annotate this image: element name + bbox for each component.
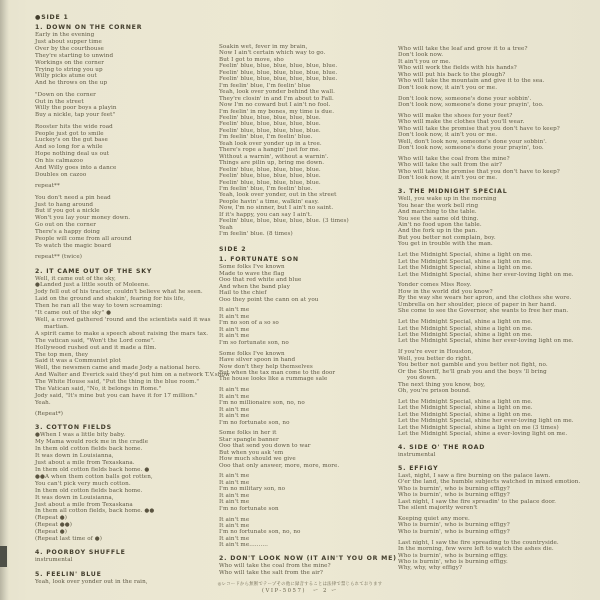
lyric-line: It ain't me (219, 523, 250, 530)
lyric-line: martian. (44, 323, 69, 330)
lyric-line: It ain't me (219, 413, 250, 420)
lyric-line: It ain't me (219, 492, 250, 499)
lyric-line: Feelin' blue, blue, blue, blue, blue, blue. (219, 63, 338, 70)
lyric-line: I'm no son of a so so (219, 320, 279, 327)
stanza-gap (398, 458, 590, 462)
lyric-line: There's rope a hangin' just for me. (219, 147, 321, 154)
lyric-line: Let the Midnight Special, shine a light on me. (398, 252, 533, 259)
lyric-line: Don't look now, it ain't you or me. (398, 175, 498, 182)
stanza-gap (398, 438, 590, 442)
lyric-line: Hope nothing deal us out (35, 151, 110, 158)
lyric-line: It ain't me (219, 307, 250, 314)
repeat-note: (Repeat*) (35, 411, 64, 418)
lyric-line: Now, I'm no sinner, but I ain't no saint. (219, 205, 334, 212)
song-title: 5. FEELIN' BLUE (35, 570, 102, 578)
lyric-line: In them old cotton fields back home. (35, 446, 143, 453)
footer (0, 582, 600, 595)
lyric-line: It ain't me (219, 516, 250, 523)
copyright-notice: ◎レコードから無断でテープその他に録音することは法律で禁じられております (217, 582, 383, 587)
lyric-line: It ain't me (219, 333, 250, 340)
repeat-note: (Repeat last time of ●) (35, 536, 102, 543)
lyric-line: Or the Sheriff, he'll grab you and the boys 'll bring (398, 368, 547, 375)
lyric-line: Ooo that only answer, more, more, more. (219, 462, 340, 469)
lyric-line: Just to hang around (35, 201, 94, 208)
lyric-line: It ain't me.......... (219, 542, 269, 549)
song-title: 3. COTTON FIELDS (35, 424, 112, 432)
lyric-line: ●When I was a little bity baby. (35, 432, 126, 439)
side-heading: SIDE 2 (219, 246, 247, 254)
lyric-line: If it's happy, you can say I ain't. (219, 211, 313, 218)
lyric-line: Who will take the coal from the mine? (219, 563, 331, 570)
lyric-line: Well, you better do right. (398, 355, 472, 362)
lyric-line: Jody fell out of his tractor, couldn't believe what he seen. (35, 289, 203, 296)
lyric-line: Keeping quiet any more. (398, 515, 470, 522)
lyric-line: Let the Midnight Special, shine a light on me. (398, 265, 533, 272)
song-title: 1. DOWN ON THE CORNER (35, 24, 143, 31)
lyric-line: Feelin' blue, blue, blue, blue, blue. (219, 173, 321, 180)
scan-edge-shadow (0, 0, 9, 600)
lyric-line: Go out on the corner (35, 222, 97, 229)
lyric-line: Who will take the salt from the air? (398, 162, 502, 169)
lyric-line: You can't pick very much cotton. (35, 480, 131, 487)
lyric-line: Who will take the leaf and grow it to a tree? (398, 46, 528, 52)
lyric-line: Who will take the coal from the mine? (398, 155, 510, 162)
lyric-line: Don't look now, someone's done your sobbin'. (398, 95, 532, 102)
lyric-line: Ain't no food upon the table. (398, 221, 482, 228)
lyric-line: But if you got a nickle (35, 208, 100, 215)
lyric-line: In them all cotton fields, back home. ●● (35, 508, 155, 515)
lyric-line: Feelin' blue, blue, blue, blue, blue. (219, 127, 321, 134)
lyric-line: Some folks I've known (219, 264, 285, 271)
lyric-line: If you're ever in Houston, (398, 349, 474, 356)
repeat-note: (Repeat ●●) (35, 522, 73, 529)
lyric-line: And so long for a while (35, 144, 103, 151)
lyric-line: Yeah, look over yonder, out in the street (219, 192, 337, 199)
lyric-line: And the fork up in the pan. (398, 228, 478, 235)
song-title: 3. THE MIDNIGHT SPECIAL (398, 188, 508, 196)
lyric-line: Out in the street (35, 98, 84, 105)
lyric-line: But I got to move, sho (219, 56, 284, 63)
lyric-line: Willy picks atune out (35, 73, 97, 80)
lyric-line: Don't look now, someone's done your prayin', too. (398, 102, 544, 109)
lyric-line: Well, you wake up in the morning (398, 196, 497, 203)
repeat-note: (Repeat ●) (35, 515, 68, 522)
lyric-line: To watch the magic board (35, 242, 112, 249)
lyric-line: Said it was a Communist plot (35, 358, 121, 365)
lyric-line: It ain't me (219, 535, 250, 542)
lyric-line: You better not gamble and you better not fight, no. (398, 362, 548, 369)
lyric-line: It ain't me (219, 479, 250, 486)
lyric-line: Have silver spoon in hand (219, 357, 296, 364)
lyric-line: Some folks in her it (219, 430, 277, 437)
stanza-gap (398, 182, 590, 186)
lyric-line: It ain't me (219, 393, 250, 400)
lyric-line: People will come from all around (35, 236, 132, 243)
lyric-line: It ain't me (219, 326, 250, 333)
lyric-line: But you better not complain, boy. (398, 234, 496, 241)
lyric-line: Trying to string you up (35, 66, 103, 73)
catalog-number: (VIP-5057) ー 2 ー (261, 588, 339, 594)
lyric-line: you down. (407, 375, 437, 382)
lyric-line: I'm feelin' in my bones, my time is due. (219, 108, 335, 115)
lyric-line: Who will take the mountain and give it to the sea. (398, 78, 545, 85)
lyric-line: In them old cotton fields back home. (35, 487, 143, 494)
lyric-line: Just about a mile from Texaskana. (35, 460, 135, 467)
lyric-line: Well, it came out of the sky, (35, 275, 116, 282)
lyric-line: Let the Midnight Special, shine a light on me. (398, 331, 533, 338)
scan-edge-mark (0, 546, 7, 567)
lyric-line: O'er the land, the humble subjects watched in mixed emotion. (398, 479, 581, 486)
lyric-line: Oh, you're prison bound. (398, 387, 471, 394)
lyric-line: Last, night, I saw a fire burning on the palace lawn. (398, 472, 551, 479)
lyric-line: Who will work the fields with his hands? (398, 65, 517, 72)
lyric-line: The next thing you know, boy, (398, 381, 486, 388)
lyric-line: Feelin' blue, blue, blue, blue, blue. (219, 179, 321, 186)
lyric-line: People just got to smile (35, 130, 104, 137)
repeat-note: repeat** (twice) (35, 254, 83, 261)
lyric-line: They're closin' in and I'm about to Fall. (219, 95, 334, 102)
lyric-line: Who will make the clothes that you'll wear. (398, 119, 525, 126)
lyric-line: Who is burnin', who is burning effigy? (398, 492, 510, 499)
lyric-line: A spirit came to make a speech about raising the mars tax. (35, 330, 209, 337)
lyric-line: Let the Midnight Special, shine a light on me. (398, 398, 533, 405)
lyric-line: In them old cotton fields back home. ● (35, 466, 150, 473)
lyric-line: Last night, I saw the fire spreading to the countryside. (398, 539, 559, 546)
lyric-line: I'm no millionaire son, no, no (219, 400, 305, 407)
lyric-line: ●●A when them cotton balls got rotten, (35, 473, 153, 480)
lyric-line: Who will put his back to the plough? (398, 71, 506, 78)
lyric-line: How much should we give (219, 456, 296, 463)
lyric-line: Let the Midnight Special, shine her ever-loving light on me. (398, 418, 574, 425)
lyric-line: Workings on the corner (35, 59, 105, 66)
lyric-line: Well, a crowd gathered 'round and the scientists said it was (35, 316, 211, 323)
lyric-line: Hail to the chief (219, 290, 267, 297)
song-title: 1. FORTUNATE SON (219, 256, 299, 264)
lyric-line: Just about supper time (35, 38, 102, 45)
lyric-line: Doubles on cazoo (35, 172, 87, 178)
lyric-line: It ain't me (219, 499, 250, 506)
lyric-line: Yeah, look over yonder behind the wall. (219, 89, 336, 96)
lyric-line: Feelin' blue, blue, blue, blue, blue, blue. (219, 69, 338, 76)
lyric-line: Feelin' blue, blue, blue, blue, blue, blue. (219, 76, 338, 83)
lyric-line: Let the Midnight Special, shine a ever-loving light on me. (398, 431, 568, 438)
lyric-line: Rooster hits the wide road (35, 123, 113, 130)
lyric-line: I'm feelin' blue. (8 times) (219, 231, 293, 238)
lyric-line: Over by the courthouse (35, 45, 104, 52)
lyric-line: Last night, I saw the fire spreadin' to the palace door. (398, 498, 557, 505)
lyric-line: In the morning, few were left to watch the ashes die. (398, 546, 554, 553)
lyric-line: Buy a nickle, tap your feet" (35, 112, 116, 119)
lyric-line: "It came out of the sky" ● (35, 310, 112, 317)
lyric-line: "Down on the corner (35, 91, 96, 98)
lyric-line: Now don't they help themselves (219, 363, 313, 370)
lyric-line: Yeah (219, 224, 233, 231)
lyric-line: Feelin' blue, blue, blue, blue, blue. (3 times) (219, 218, 349, 225)
song-title: 4. SIDE O' THE ROAD (398, 443, 486, 451)
lyric-line: But when you ask 'em (219, 449, 284, 456)
lyric-line: Yeah look over yonder up in a tree. (219, 140, 322, 147)
lyric-line: Umbrella on her shoulder, piece of paper in her hand. (398, 301, 557, 308)
lyric-line: Well, the newsmen came and made Jody a national hero. (35, 365, 201, 372)
lyric-line: Don't look now. (398, 52, 444, 59)
lyrics-column-3 (398, 46, 590, 572)
lyric-line: Don't look now, it ain't you or me. (398, 132, 498, 139)
lyric-line: Let the Midnight Special, shine her ever-loving light on me. (398, 338, 574, 345)
lyric-line: I'm no fortunate son (219, 505, 279, 512)
lyric-line: Who is burnin', who is burning effigy. (398, 552, 508, 559)
lyric-line: Who will take the salt from the air? (219, 569, 323, 576)
lyric-line: My Mama would rock me in the cradle (35, 439, 149, 446)
lyric-line: Let the Midnight Special, shine a light on me. (398, 319, 533, 326)
lyric-line: It ain't you or me. (398, 58, 451, 65)
lyric-line: Let the Midnight Special, shine a light on me. (398, 411, 533, 418)
lyric-line: Who will make the shoes for your feet? (398, 112, 513, 119)
lyric-line: You get in trouble with the man. (398, 241, 493, 248)
lyric-line: You don't need a pin head (35, 194, 111, 201)
lyric-line: Why, why, why effigy? (398, 565, 463, 572)
lyric-line: Things are pilin up, bring me down. (219, 160, 325, 167)
lyric-line: I'm so fortunate son, no (219, 339, 289, 346)
lyric-line: Who is burnin', who is burning effigy. (398, 558, 508, 565)
lyric-line: It was down in Louisianna, (35, 494, 114, 501)
song-title: 2. DON'T LOOK NOW (IT AIN'T YOU OR ME) (219, 555, 397, 563)
lyric-line: You see the same old thing. (398, 215, 479, 222)
lyric-line: Who will take the promise that you don't have to keep? (398, 168, 560, 175)
stanza-gap (35, 564, 215, 568)
lyric-line: I'm feelin' blue, I'm feelin' blue. (219, 134, 313, 141)
lyric-line: Who is burnin', who is burning effigy? (398, 528, 510, 535)
lyric-line: Yeah. (35, 399, 51, 406)
lyric-line: Now I'm no coward but I ain't no fool. (219, 102, 331, 109)
lyric-line: It was down in Louisianna, (35, 453, 114, 460)
song-title: 4. POORBOY SHUFFLE (35, 549, 126, 557)
lyric-line: They're starting to unwind (35, 52, 114, 59)
lyric-line: Just about a mile from Texaskana (35, 501, 133, 508)
lyric-line: And marching to the table. (398, 209, 477, 216)
lyric-line: Without a warnin', without a warnin'. (219, 153, 329, 160)
lyric-line: Ooo that red white and blue (219, 277, 302, 284)
lyric-line: People havin' a time, walkin' easy. (219, 198, 319, 205)
lyric-line: The White House said, "Put the thing in the blue room." (35, 379, 200, 386)
lyric-line: Well, don't look now, someone's done your sobbin'. (398, 138, 547, 145)
lyric-line: Star spangle banner (219, 436, 279, 443)
lyric-line: Early in the evening (35, 32, 95, 38)
lyric-line: Feelin' blue, blue, blue, blue, blue. (219, 114, 321, 121)
lyric-line: Luckey's on the gut base (35, 137, 108, 144)
lyrics-column-2 (219, 44, 399, 576)
repeat-note: repeat** (35, 183, 60, 190)
song-title: 2. IT CAME OUT OF THE SKY (35, 267, 153, 275)
lyric-line: And Willy goes into a dance (35, 165, 117, 172)
lyric-line: The Vatican said, "No, it belongs in Rome." (35, 386, 162, 393)
repeat-note: (Repeat ●) (35, 529, 68, 536)
lyric-line: Feelin' blue, blue, blue, blue, blue. (219, 121, 321, 128)
lyric-line: Made to wave the flag (219, 270, 285, 277)
stanza-gap (35, 418, 215, 422)
lyric-line: Feelin' blue, blue, blue, blue, blue. (219, 166, 321, 173)
lyric-line: The vatican said, "Won't the Lord come". (35, 337, 155, 344)
lyric-line: But when the tax man come to the door (219, 369, 336, 376)
lyric-line: I'm no fortunate son, no, no (219, 529, 301, 536)
lyric-line: Ooo they point the cann on at you (219, 296, 319, 303)
lyric-line: I'm feelin' blue, I'm feelin' blue (219, 82, 311, 89)
lyric-line: It ain't me (219, 387, 250, 394)
lyric-line: How in the world did you know? (398, 288, 493, 295)
lyric-line: I'm no fortunate son, no (219, 419, 290, 426)
lyric-line: The silent majority weren't (398, 505, 478, 512)
lyric-line: Who will take the promise that you don't have to keep? (398, 125, 560, 132)
lyric-line: Yeah, look over yonder out in the rain, (35, 578, 148, 585)
lyric-line: Let the Midnight Special, shine a light on me (3 times) (398, 424, 559, 431)
lyric-line: Laid on the ground and shakin', fearing for his life, (35, 296, 186, 303)
lyric-line: Then he ran all the way to town screaming: (35, 303, 163, 310)
lyrics-column-1 (35, 14, 230, 586)
lyric-line: Don't look now, it ain't you or me. (398, 84, 498, 91)
lyric-line: Yonder comes Miss Rosy. (398, 282, 472, 289)
lyric-line: instrumental (35, 557, 73, 564)
song-title: 5. EFFIGY (398, 464, 439, 472)
lyric-line: It ain't me (219, 313, 250, 320)
lyric-line: Won't you lay your money down. (35, 215, 131, 222)
lyric-line: I'm no military son, no (219, 486, 286, 493)
stanza-gap (219, 549, 399, 553)
lyric-line: Ooo that send you down to war (219, 443, 311, 450)
lyric-line: Let the Midnight Special, shine a light on me. (398, 325, 533, 332)
lyric-line: It ain't me (219, 406, 250, 413)
lyric-line: The house looks like a rummage sale (219, 376, 328, 383)
lyric-line: The top men, they (35, 351, 89, 358)
lyric-line: She come to see the Governor, she wants to free her man. (398, 308, 569, 315)
side-heading: ●SIDE 1 (35, 14, 69, 21)
lyric-line: Who is burnin', who is burning effigy? (398, 522, 510, 529)
stanza-gap (35, 543, 215, 547)
lyric-line: And he throws on the up (35, 80, 108, 87)
lyric-line: ●Landed just a little south of Moleene. (35, 282, 150, 289)
lyric-line: Who is burnin', who is burning effigy? (398, 485, 510, 492)
lyric-line: And when the band play (219, 283, 290, 290)
lyric-line: Let the Midnight Special, shine a light on me. (398, 405, 533, 412)
lyric-line: On his calmazoo (35, 158, 84, 165)
lyric-line: You hear the work bell ring (398, 202, 479, 209)
lyric-line: Now I ain't certain which way to go. (219, 50, 326, 57)
lyric-line: Let the Midnight Special, shine a light on me. (398, 258, 533, 265)
stanza-gap (35, 261, 215, 265)
lyric-line: Soakin wet, fever in my brain, (219, 44, 308, 50)
lyric-line: It ain't me (219, 473, 250, 480)
lyric-line: I'm feelin' blue, I'm feelin' blue. (219, 185, 313, 192)
lyric-line: Jody said, "It's mine but you can have it for 17 million." (35, 392, 198, 399)
lyric-line: instrumental (398, 451, 436, 458)
lyric-line: Hollywood rushed out and it made a film. (35, 344, 157, 351)
lyric-line: Some folks I've known (219, 350, 285, 357)
lyric-line: Let the Midnight Special, shine her ever-loving light on me. (398, 271, 574, 278)
lyric-line: Don't look now, someone's done your prayin', too. (398, 145, 544, 152)
lyric-line: There's a happy doing (35, 229, 100, 236)
lyric-line: Willy the poor boys a playin (35, 105, 117, 112)
lyric-line: And Walter and Everick said they'd put him on a network T.V.show (35, 372, 230, 379)
lyric-line: By the way she wears her apron, and the clothes she wore. (398, 295, 572, 302)
